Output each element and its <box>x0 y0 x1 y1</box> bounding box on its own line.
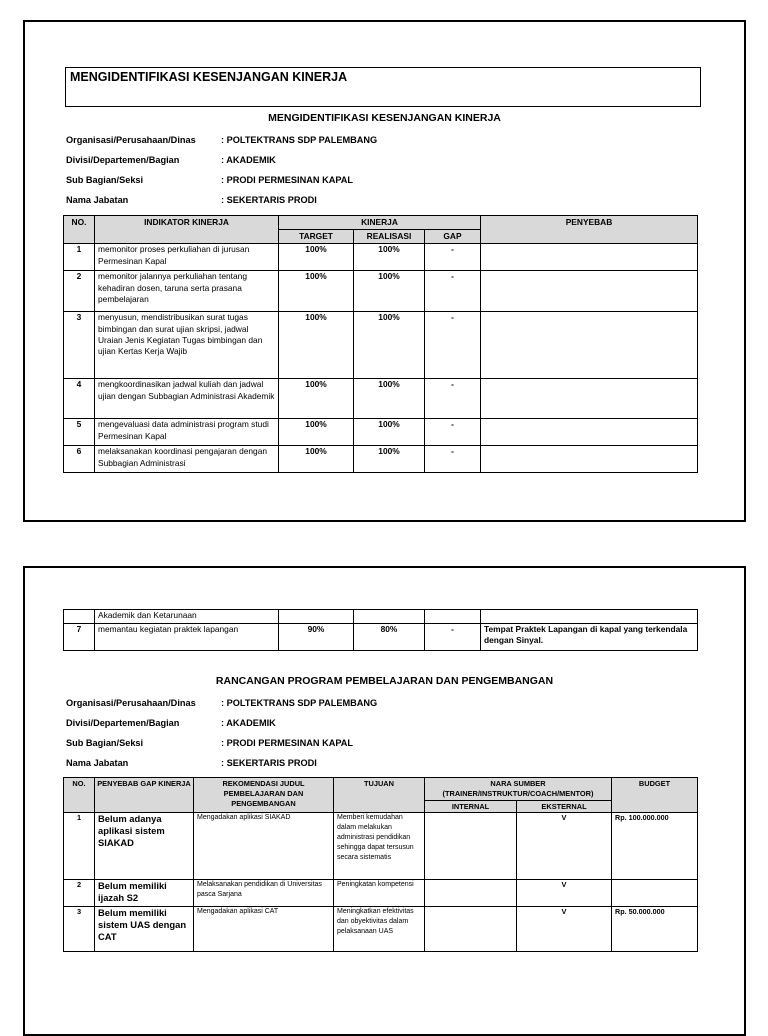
document-page-2 <box>23 566 746 1036</box>
rancangan-table <box>63 777 698 952</box>
header-penyebab: PENYEBAB <box>481 216 698 244</box>
header-budget: BUDGET <box>612 778 698 813</box>
cell-indikator: menyusun, mendistribusikan surat tugas bimbingan dan surat ujian skripsi, jadwal Uraian Jenis Kegiatan Tugas bimbingan dan ujian Kertas Kerja Wajib <box>95 312 279 379</box>
table-row <box>64 813 698 880</box>
cell-no <box>64 610 95 624</box>
cell-no: 4 <box>64 379 95 419</box>
cell-tujuan: Meningkatkan efektivitas dan obyektivitas dalam pelaksanaan UAS <box>334 907 425 952</box>
info-value: : AKADEMIK <box>221 155 276 165</box>
cell-budget: Rp. 100.000.000 <box>612 813 698 880</box>
header-target: TARGET <box>279 230 354 244</box>
cell-penyebab: Belum memiliki sistem UAS dengan CAT <box>95 907 194 952</box>
cell-no: 3 <box>64 312 95 379</box>
cell-tujuan: Peningkatan kompetensi <box>334 880 425 907</box>
cell-no: 7 <box>64 624 95 651</box>
cell-target: 100% <box>279 312 354 379</box>
cell-target: 100% <box>279 446 354 473</box>
cell-gap: - <box>425 244 481 271</box>
section-title: MENGIDENTIFIKASI KESENJANGAN KINERJA <box>268 112 501 124</box>
cell-realisasi: 100% <box>354 379 425 419</box>
cell-gap: - <box>425 446 481 473</box>
cell-penyebab: Tempat Praktek Lapangan di kapal yang terkendala dengan Sinyal. <box>481 624 698 651</box>
cell-penyebab <box>481 271 698 312</box>
cell-eksternal: V <box>517 813 612 880</box>
table-row <box>64 419 698 446</box>
kinerja-table-continuation <box>63 609 698 651</box>
cell-no: 1 <box>64 813 95 880</box>
cell-realisasi: 100% <box>354 244 425 271</box>
table-header-row <box>64 216 698 230</box>
cell-penyebab: Belum adanya aplikasi sistem SIAKAD <box>95 813 194 880</box>
info-label: Divisi/Departemen/Bagian <box>66 718 180 728</box>
header-nara-sumber: NARA SUMBER (TRAINER/INSTRUKTUR/COACH/MENTOR) <box>425 778 612 801</box>
table-header-row <box>64 778 698 801</box>
table-row <box>64 379 698 419</box>
cell-gap: - <box>425 271 481 312</box>
table-row <box>64 624 698 651</box>
cell-indikator: memonitor jalannya perkuliahan tentang kehadiran dosen, taruna serta prasana pembelajaran <box>95 271 279 312</box>
cell-penyebab <box>481 312 698 379</box>
cell-no: 6 <box>64 446 95 473</box>
cell-tujuan: Memberi kemudahan dalam melakukan administrasi pendidikan sehingga dapat tersusun secara sistematis <box>334 813 425 880</box>
info-value: : AKADEMIK <box>221 718 276 728</box>
kinerja-table <box>63 215 698 473</box>
cell-gap: - <box>425 379 481 419</box>
header-internal: INTERNAL <box>425 800 517 813</box>
info-label: Nama Jabatan <box>66 195 129 205</box>
table-row <box>64 271 698 312</box>
cell-target: 90% <box>279 624 354 651</box>
info-value: : PRODI PERMESINAN KAPAL <box>221 175 354 185</box>
info-value: : POLTEKTRANS SDP PALEMBANG <box>221 135 378 145</box>
info-label: Organisasi/Perusahaan/Dinas <box>66 135 196 145</box>
cell-target: 100% <box>279 419 354 446</box>
cell-budget <box>612 880 698 907</box>
cell-penyebab <box>481 419 698 446</box>
cell-penyebab <box>481 610 698 624</box>
cell-penyebab <box>481 379 698 419</box>
cell-penyebab <box>481 446 698 473</box>
header-rekomendasi: REKOMENDASI JUDUL PEMBELAJARAN DAN PENGEMBANGAN <box>194 778 334 813</box>
info-value: : SEKERTARIS PRODI <box>221 758 317 768</box>
info-value: : POLTEKTRANS SDP PALEMBANG <box>221 698 378 708</box>
cell-indikator: melaksanakan koordinasi pengajaran dengan Subbagian Administrasi <box>95 446 279 473</box>
cell-no: 3 <box>64 907 95 952</box>
cell-gap: - <box>425 312 481 379</box>
header-no: NO. <box>64 778 95 813</box>
header-indikator: INDIKATOR KINERJA <box>95 216 279 244</box>
document-page-1 <box>23 20 746 522</box>
cell-internal <box>425 880 517 907</box>
section-title: RANCANGAN PROGRAM PEMBELAJARAN DAN PENGEMBANGAN <box>215 675 554 687</box>
header-tujuan: TUJUAN <box>334 778 425 813</box>
info-value: : SEKERTARIS PRODI <box>221 195 317 205</box>
cell-rekomendasi: Mengadakan aplikasi SIAKAD <box>194 813 334 880</box>
cell-indikator: memantau kegiatan praktek lapangan <box>95 624 279 651</box>
cell-penyebab <box>481 244 698 271</box>
cell-eksternal: V <box>517 880 612 907</box>
cell-indikator: Akademik dan Ketarunaan <box>95 610 279 624</box>
cell-no: 2 <box>64 271 95 312</box>
cell-realisasi: 100% <box>354 312 425 379</box>
cell-gap: - <box>425 419 481 446</box>
table-row <box>64 610 698 624</box>
cell-target: 100% <box>279 379 354 419</box>
info-label: Nama Jabatan <box>66 758 129 768</box>
header-gap: GAP <box>425 230 481 244</box>
info-label: Organisasi/Perusahaan/Dinas <box>66 698 196 708</box>
header-penyebab: PENYEBAB GAP KINERJA <box>95 778 194 813</box>
cell-eksternal: V <box>517 907 612 952</box>
cell-budget: Rp. 50.000.000 <box>612 907 698 952</box>
header-kinerja: KINERJA <box>279 216 481 230</box>
info-label: Sub Bagian/Seksi <box>66 175 144 185</box>
cell-penyebab: Belum memiliki ijazah S2 <box>95 880 194 907</box>
cell-realisasi: 100% <box>354 271 425 312</box>
table-row <box>64 312 698 379</box>
cell-indikator: memonitor proses perkuliahan di jurusan Permesinan Kapal <box>95 244 279 271</box>
cell-realisasi: 100% <box>354 419 425 446</box>
cell-target: 100% <box>279 271 354 312</box>
header-no: NO. <box>64 216 95 244</box>
cell-rekomendasi: Mengadakan aplikasi CAT <box>194 907 334 952</box>
table-row <box>64 446 698 473</box>
cell-no: 1 <box>64 244 95 271</box>
cell-realisasi: 100% <box>354 446 425 473</box>
table-row <box>64 907 698 952</box>
cell-no: 2 <box>64 880 95 907</box>
cell-no: 5 <box>64 419 95 446</box>
info-value: : PRODI PERMESINAN KAPAL <box>221 738 354 748</box>
cell-gap <box>425 610 481 624</box>
cell-gap: - <box>425 624 481 651</box>
cell-internal <box>425 907 517 952</box>
cell-indikator: mengkoordinasikan jadwal kuliah dan jadwal ujian dengan Subbagian Administrasi Akademik <box>95 379 279 419</box>
cell-realisasi: 80% <box>354 624 425 651</box>
cell-target <box>279 610 354 624</box>
header-eksternal: EKSTERNAL <box>517 800 612 813</box>
page-title-box: MENGIDENTIFIKASI KESENJANGAN KINERJA <box>65 67 701 107</box>
table-row <box>64 880 698 907</box>
cell-rekomendasi: Melaksanakan pendidikan di Universitas pasca Sarjana <box>194 880 334 907</box>
table-row <box>64 244 698 271</box>
info-label: Sub Bagian/Seksi <box>66 738 144 748</box>
cell-internal <box>425 813 517 880</box>
cell-realisasi <box>354 610 425 624</box>
header-realisasi: REALISASI <box>354 230 425 244</box>
cell-target: 100% <box>279 244 354 271</box>
info-label: Divisi/Departemen/Bagian <box>66 155 180 165</box>
cell-indikator: mengevaluasi data administrasi program studi Permesinan Kapal <box>95 419 279 446</box>
